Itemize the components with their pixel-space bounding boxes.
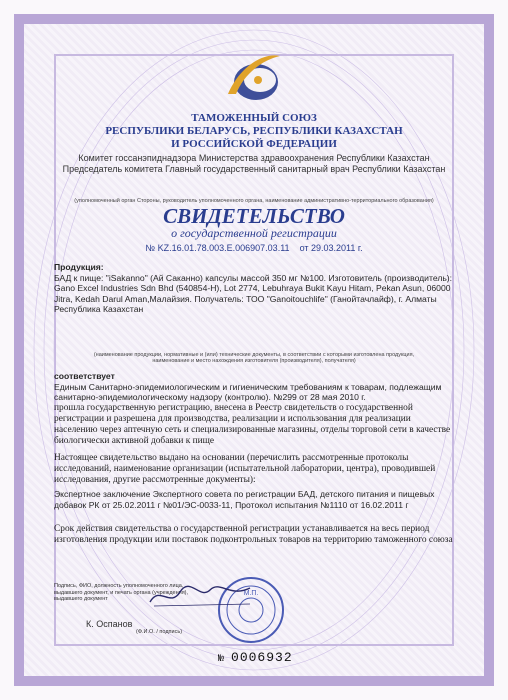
serial-number — [218, 650, 293, 665]
signature-caption-line-2: выдавшего документ, и печать органа (учреждения), — [54, 589, 189, 596]
serial-prefix: № — [218, 654, 226, 665]
compliance-text: Единым Санитарно-эпидемиологическим и гигиеническим требованиям к товарам, подлежащим санитарно-эпидемиологическому надзору (контролю). №299 от 28 мая 2010 г. — [54, 381, 442, 402]
product-note: (наименование продукции, нормативные и (или) технические документы, в соответствии с которыми изготовлена продукция, наименование и место нахождения изготовителя (производителя), получателя) — [93, 352, 415, 364]
signature — [140, 580, 260, 610]
certificate-number-line — [0, 243, 508, 253]
compliance-label: соответствует — [54, 371, 115, 381]
authority-line-2: Председатель комитета Главный государственный санитарный врач Республики Казахстан — [62, 164, 446, 174]
customs-union-logo — [222, 46, 286, 110]
product-section — [54, 262, 454, 315]
authority-line-1: Комитет госсанэпиднадзора Министерства здравоохранения Республики Казахстан — [78, 153, 430, 163]
authority-note: (уполномоченный орган Стороны, руководитель уполномоченного органа, наименование административно-территориального образования) — [74, 198, 434, 204]
signature-caption-line-1: Подпись, ФИО, должность уполномоченного лица, — [54, 583, 184, 589]
certificate-subtitle: о государственной регистрации — [171, 226, 337, 240]
signatory-name: К. Оспанов — [86, 619, 133, 629]
certificate-date: 29.03.2011 г. — [311, 243, 363, 253]
validity-text: Срок действия свидетельства о государственной регистрации устанавливается на весь период изготовления продукции или поставок подконтрольных товаров на территорию таможенного союза — [54, 524, 453, 545]
certificate-number: KZ.16.01.78.003.Е.006907.03.11 — [157, 243, 290, 253]
serial-value: 0006932 — [231, 650, 293, 665]
signatory-note: (Ф.И.О. / подпись) — [136, 629, 183, 635]
registration-text: прошла государственную регистрацию, внесена в Реестр свидетельств о государственной регистрации и разрешена для производства, реализации и использования для реализации населению через аптечную сеть и специализированные магазины, отделы торговой сети в качестве биологически активной добавки к пище — [54, 403, 451, 446]
product-label: Продукция: — [54, 262, 104, 272]
date-prefix: от — [299, 243, 309, 253]
header-line-1: ТАМОЖЕННЫЙ СОЮЗ — [191, 112, 317, 124]
certificate-title: СВИДЕТЕЛЬСТВО — [163, 204, 345, 228]
stamp-text: М.П. — [243, 590, 259, 597]
product-text: БАД к пище: "iSakanno" (Ай Саканно) капсулы массой 350 мг №100. Изготовитель (производитель): Gano Excel Industries Sdn Bhd (540854-H), Lot 2774, Lebuhraya Bukit Kayu Hitam, Pekan Asun, 06000 Jitra, Kedah Darul Aman,Малайзия. Получатель: ТОО "Ganoitouchlife" (Ганойтачлайф), г. Алматы Республика Казахстан — [54, 272, 453, 314]
signature-caption-line-3: выдавшего документ — [54, 596, 108, 602]
basis-text: Настоящее свидетельство выдано на основании (перечислить рассмотренные протоколы исследований, наименование организации (испытательной лаборатории, центра), проводившей исследования, другие рассмотренные документы): — [54, 453, 436, 485]
header-line-2: РЕСПУБЛИКИ БЕЛАРУСЬ, РЕСПУБЛИКИ КАЗАХСТАН — [105, 125, 403, 137]
basis-details: Экспертное заключение Экспертного совета по регистрации БАД, детского питания и пищевых добавок РК от 25.02.2011 г №01/ЭС-0033-11, Протокол испытания №1110 от 16.02.2011 г — [54, 489, 435, 510]
header-line-3: И РОССИЙСКОЙ ФЕДЕРАЦИИ — [171, 138, 337, 150]
compliance-section — [54, 371, 454, 403]
number-prefix: № — [145, 243, 156, 253]
